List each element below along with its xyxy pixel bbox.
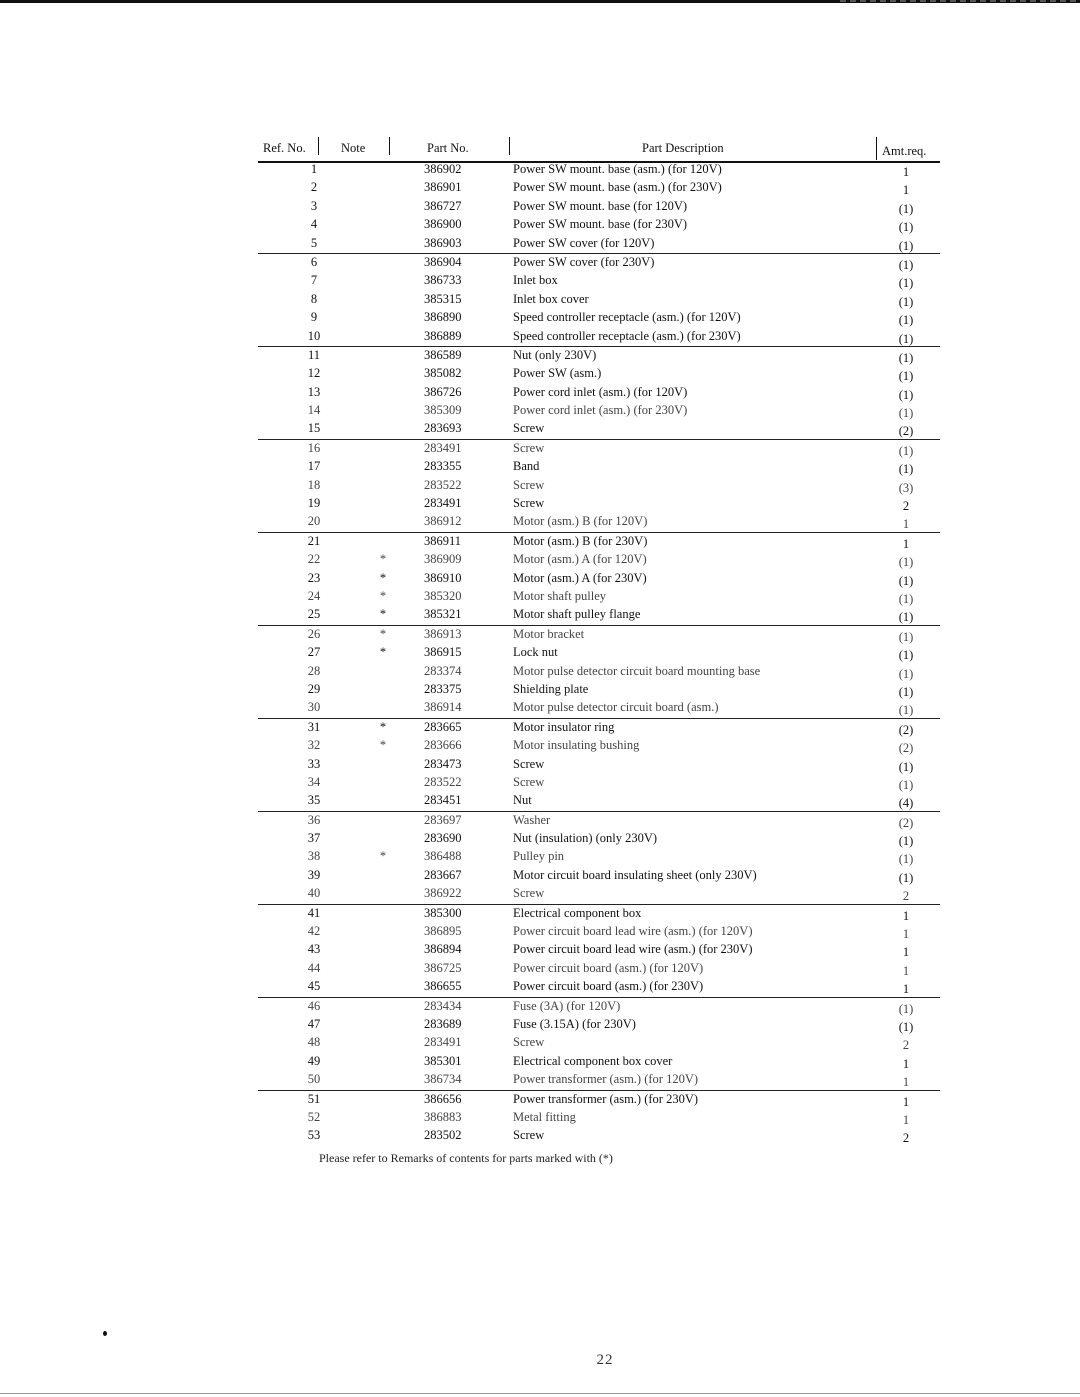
ref-no-cell: 50 bbox=[307, 1072, 321, 1087]
amt-req-cell: 2 bbox=[902, 499, 910, 514]
part-no-cell: 386890 bbox=[424, 310, 462, 325]
part-no-cell: 386915 bbox=[424, 645, 462, 660]
part-no-cell: 386922 bbox=[424, 886, 462, 901]
amt-req-cell: (1) bbox=[898, 220, 914, 235]
table-row bbox=[258, 216, 940, 234]
amt-req-cell: 1 bbox=[902, 927, 910, 942]
part-description-cell: Power circuit board lead wire (asm.) (for 120V) bbox=[513, 924, 753, 939]
amt-req-cell: (1) bbox=[898, 257, 914, 272]
ref-no-cell: 48 bbox=[307, 1035, 321, 1050]
ref-no-cell: 19 bbox=[307, 496, 321, 511]
table-row bbox=[258, 291, 940, 309]
ref-no-cell: 33 bbox=[307, 756, 321, 771]
ref-no-cell: 37 bbox=[307, 831, 321, 846]
ref-no-cell: 24 bbox=[307, 588, 321, 603]
header-separator bbox=[389, 137, 390, 155]
part-description-cell: Screw bbox=[513, 496, 545, 511]
ref-no-cell: 47 bbox=[307, 1016, 321, 1031]
amt-req-cell: (1) bbox=[898, 573, 914, 588]
table-row bbox=[258, 198, 940, 216]
part-description-cell: Motor (asm.) B (for 230V) bbox=[513, 533, 648, 548]
ref-no-cell: 13 bbox=[307, 384, 321, 399]
part-no-cell: 283502 bbox=[424, 1128, 462, 1143]
part-no-cell: 386909 bbox=[424, 552, 462, 567]
ref-no-cell: 22 bbox=[307, 552, 321, 567]
part-no-cell: 283355 bbox=[424, 459, 462, 474]
part-description-cell: Power circuit board (asm.) (for 120V) bbox=[513, 960, 704, 975]
ref-no-cell: 23 bbox=[307, 570, 321, 585]
ref-no-cell: 42 bbox=[307, 924, 321, 939]
part-no-cell: 385320 bbox=[424, 588, 462, 603]
table-row bbox=[258, 644, 940, 662]
ref-no-cell: 43 bbox=[307, 942, 321, 957]
part-no-cell: 386894 bbox=[424, 942, 462, 957]
table-row bbox=[258, 997, 940, 1016]
part-description-cell: Nut (insulation) (only 230V) bbox=[513, 831, 658, 846]
part-no-cell: 385300 bbox=[424, 905, 462, 920]
table-row bbox=[258, 365, 940, 383]
amt-req-cell: 1 bbox=[902, 517, 910, 532]
table-row bbox=[258, 1090, 940, 1109]
ref-no-cell: 31 bbox=[307, 719, 321, 734]
part-description-cell: Screw bbox=[513, 1035, 545, 1050]
part-no-cell: 385082 bbox=[424, 366, 462, 381]
amt-req-cell: (1) bbox=[898, 331, 914, 346]
part-description-cell: Screw bbox=[513, 477, 545, 492]
part-no-cell: 283451 bbox=[424, 793, 462, 808]
part-description-cell: Power SW mount. base (asm.) (for 120V) bbox=[513, 162, 722, 176]
part-description-cell: Screw bbox=[513, 1128, 545, 1143]
table-row bbox=[258, 495, 940, 513]
note-cell: * bbox=[379, 626, 387, 641]
part-description-cell: Inlet box cover bbox=[513, 291, 589, 306]
table-row bbox=[258, 588, 940, 606]
part-no-cell: 386901 bbox=[424, 180, 462, 195]
table-row bbox=[258, 885, 940, 903]
amt-req-cell: (1) bbox=[898, 777, 914, 792]
part-no-cell: 386911 bbox=[424, 533, 462, 548]
part-description-cell: Screw bbox=[513, 440, 545, 455]
part-description-cell: Shielding plate bbox=[513, 681, 589, 696]
part-description-cell: Power SW mount. base (for 230V) bbox=[513, 217, 688, 232]
table-row bbox=[258, 978, 940, 996]
amt-req-cell: (1) bbox=[898, 387, 914, 402]
part-description-cell: Fuse (3.15A) (for 230V) bbox=[513, 1016, 636, 1031]
part-description-cell: Power transformer (asm.) (for 230V) bbox=[513, 1091, 699, 1106]
note-cell: * bbox=[379, 738, 387, 753]
part-no-cell: 283491 bbox=[424, 1035, 462, 1050]
table-row bbox=[258, 606, 940, 624]
ref-no-cell: 10 bbox=[307, 328, 321, 343]
table-row bbox=[258, 960, 940, 978]
part-no-cell: 385315 bbox=[424, 291, 462, 306]
part-no-cell: 386488 bbox=[424, 849, 462, 864]
ref-no-cell: 29 bbox=[307, 681, 321, 696]
note-cell: * bbox=[379, 552, 387, 567]
ref-no-cell: 28 bbox=[307, 663, 321, 678]
amt-req-cell: 1 bbox=[902, 165, 910, 179]
part-no-cell: 386589 bbox=[424, 347, 462, 362]
part-description-cell: Fuse (3A) (for 120V) bbox=[513, 998, 621, 1013]
ref-no-cell: 18 bbox=[307, 477, 321, 492]
table-row bbox=[258, 439, 940, 458]
amt-req-cell: (1) bbox=[898, 350, 914, 365]
ref-no-cell: 36 bbox=[307, 812, 321, 827]
ref-no-cell: 20 bbox=[307, 514, 321, 529]
table-row bbox=[258, 1016, 940, 1034]
part-no-cell: 386733 bbox=[424, 273, 462, 288]
ref-no-cell: 32 bbox=[307, 738, 321, 753]
note-cell: * bbox=[379, 607, 387, 622]
part-description-cell: Motor bracket bbox=[513, 626, 585, 641]
part-no-cell: 283693 bbox=[424, 421, 462, 436]
table-row bbox=[258, 253, 940, 272]
amt-req-cell: (1) bbox=[898, 462, 914, 477]
part-no-cell: 386914 bbox=[424, 700, 462, 715]
amt-req-cell: (1) bbox=[898, 313, 914, 328]
part-description-cell: Electrical component box bbox=[513, 905, 642, 920]
ref-no-cell: 53 bbox=[307, 1128, 321, 1143]
header-part-no: Part No. bbox=[427, 141, 469, 155]
amt-req-cell: (2) bbox=[898, 424, 914, 439]
amt-req-cell: (1) bbox=[898, 834, 914, 849]
part-no-cell: 385309 bbox=[424, 403, 462, 418]
part-description-cell: Power circuit board (asm.) (for 230V) bbox=[513, 979, 704, 994]
table-row bbox=[258, 570, 940, 588]
amt-req-cell: 1 bbox=[902, 945, 910, 960]
table-row bbox=[258, 272, 940, 290]
amt-req-cell: 1 bbox=[902, 183, 910, 198]
part-description-cell: Lock nut bbox=[513, 645, 558, 660]
part-no-cell: 386725 bbox=[424, 960, 462, 975]
amt-req-cell: (1) bbox=[898, 629, 914, 644]
table-row bbox=[258, 1034, 940, 1052]
part-no-cell: 283375 bbox=[424, 681, 462, 696]
ref-no-cell: 2 bbox=[310, 180, 318, 195]
amt-req-cell: (1) bbox=[898, 870, 914, 885]
amt-req-cell: 2 bbox=[902, 889, 910, 904]
ref-no-cell: 11 bbox=[307, 347, 321, 362]
part-no-cell: 386910 bbox=[424, 570, 462, 585]
ref-no-cell: 49 bbox=[307, 1053, 321, 1068]
part-no-cell: 283665 bbox=[424, 719, 462, 734]
part-description-cell: Motor pulse detector circuit board (asm.) bbox=[513, 700, 719, 715]
part-description-cell: Washer bbox=[513, 812, 551, 827]
amt-req-cell: 1 bbox=[902, 908, 910, 923]
table-row bbox=[258, 384, 940, 402]
part-no-cell: 283434 bbox=[424, 998, 462, 1013]
ref-no-cell: 21 bbox=[307, 533, 321, 548]
table-row bbox=[258, 792, 940, 810]
amt-req-cell: (1) bbox=[898, 610, 914, 625]
ref-no-cell: 15 bbox=[307, 421, 321, 436]
part-no-cell: 386902 bbox=[424, 162, 462, 176]
ref-no-cell: 39 bbox=[307, 867, 321, 882]
part-description-cell: Motor insulator ring bbox=[513, 719, 615, 734]
ref-no-cell: 17 bbox=[307, 459, 321, 474]
ref-no-cell: 45 bbox=[307, 979, 321, 994]
part-no-cell: 283667 bbox=[424, 867, 462, 882]
amt-req-cell: 1 bbox=[902, 1112, 910, 1127]
ref-no-cell: 25 bbox=[307, 607, 321, 622]
part-no-cell: 386900 bbox=[424, 217, 462, 232]
part-no-cell: 283522 bbox=[424, 477, 462, 492]
ref-no-cell: 44 bbox=[307, 960, 321, 975]
amt-req-cell: (2) bbox=[898, 815, 914, 830]
amt-req-cell: 1 bbox=[902, 963, 910, 978]
part-no-cell: 386903 bbox=[424, 235, 462, 250]
part-no-cell: 386889 bbox=[424, 328, 462, 343]
ref-no-cell: 16 bbox=[307, 440, 321, 455]
amt-req-cell: 1 bbox=[902, 536, 910, 551]
part-description-cell: Power SW mount. base (for 120V) bbox=[513, 198, 688, 213]
page-number: 22 bbox=[596, 1352, 614, 1368]
part-description-cell: Power SW (asm.) bbox=[513, 366, 602, 381]
header-note: Note bbox=[341, 141, 366, 155]
part-no-cell: 386895 bbox=[424, 924, 462, 939]
note-cell: * bbox=[379, 570, 387, 585]
part-description-cell: Motor pulse detector circuit board mounting base bbox=[513, 663, 761, 678]
table-row bbox=[258, 663, 940, 681]
part-description-cell: Pulley pin bbox=[513, 849, 565, 864]
ref-no-cell: 7 bbox=[310, 273, 318, 288]
parts-table bbox=[258, 161, 940, 1146]
table-row bbox=[258, 718, 940, 737]
ref-no-cell: 35 bbox=[307, 793, 321, 808]
header-separator bbox=[509, 137, 510, 155]
part-description-cell: Speed controller receptacle (asm.) (for 120V) bbox=[513, 310, 741, 325]
part-description-cell: Nut bbox=[513, 793, 532, 808]
ref-no-cell: 6 bbox=[310, 254, 318, 269]
part-description-cell: Motor (asm.) A (for 230V) bbox=[513, 570, 647, 585]
ref-no-cell: 1 bbox=[310, 162, 318, 176]
ref-no-cell: 4 bbox=[310, 217, 318, 232]
ref-no-cell: 51 bbox=[307, 1091, 321, 1106]
amt-req-cell: (2) bbox=[898, 722, 914, 737]
table-row bbox=[258, 867, 940, 885]
ref-no-cell: 41 bbox=[307, 905, 321, 920]
part-description-cell: Motor insulating bushing bbox=[513, 738, 640, 753]
part-description-cell: Nut (only 230V) bbox=[513, 347, 597, 362]
table-row bbox=[258, 1071, 940, 1089]
table-row bbox=[258, 161, 940, 179]
amt-req-cell: (1) bbox=[898, 1001, 914, 1016]
amt-req-cell: (1) bbox=[898, 1019, 914, 1034]
note-cell: * bbox=[379, 719, 387, 734]
part-no-cell: 283491 bbox=[424, 440, 462, 455]
table-row bbox=[258, 513, 940, 531]
table-row bbox=[258, 420, 940, 438]
amt-req-cell: (1) bbox=[898, 648, 914, 663]
part-no-cell: 283666 bbox=[424, 738, 462, 753]
part-no-cell: 283491 bbox=[424, 496, 462, 511]
table-row bbox=[258, 625, 940, 644]
table-row bbox=[258, 737, 940, 755]
part-no-cell: 386726 bbox=[424, 384, 462, 399]
amt-req-cell: 1 bbox=[902, 1075, 910, 1090]
ref-no-cell: 5 bbox=[310, 235, 318, 250]
part-no-cell: 283374 bbox=[424, 663, 462, 678]
amt-req-cell: (3) bbox=[898, 480, 914, 495]
amt-req-cell: (1) bbox=[898, 666, 914, 681]
ref-no-cell: 40 bbox=[307, 886, 321, 901]
table-row bbox=[258, 848, 940, 866]
header-amt-req: Amt.req. bbox=[882, 144, 927, 158]
part-no-cell: 385321 bbox=[424, 607, 462, 622]
table-row bbox=[258, 830, 940, 848]
part-description-cell: Power cord inlet (asm.) (for 120V) bbox=[513, 384, 688, 399]
ref-no-cell: 34 bbox=[307, 774, 321, 789]
ref-no-cell: 12 bbox=[307, 366, 321, 381]
part-description-cell: Band bbox=[513, 459, 540, 474]
amt-req-cell: (4) bbox=[898, 796, 914, 811]
header-ref-no: Ref. No. bbox=[263, 141, 306, 155]
table-row bbox=[258, 309, 940, 327]
part-no-cell: 385301 bbox=[424, 1053, 462, 1068]
part-no-cell: 386734 bbox=[424, 1072, 462, 1087]
part-no-cell: 386912 bbox=[424, 514, 462, 529]
part-description-cell: Screw bbox=[513, 774, 545, 789]
amt-req-cell: 2 bbox=[902, 1038, 910, 1053]
amt-req-cell: (1) bbox=[898, 759, 914, 774]
ref-no-cell: 14 bbox=[307, 403, 321, 418]
part-no-cell: 283697 bbox=[424, 812, 462, 827]
amt-req-cell: (1) bbox=[898, 684, 914, 699]
part-no-cell: 386904 bbox=[424, 254, 462, 269]
amt-req-cell: (1) bbox=[898, 294, 914, 309]
amt-req-cell: 1 bbox=[902, 982, 910, 997]
note-cell: * bbox=[379, 588, 387, 603]
part-description-cell: Electrical component box cover bbox=[513, 1053, 673, 1068]
ref-no-cell: 26 bbox=[307, 626, 321, 641]
ref-no-cell: 30 bbox=[307, 700, 321, 715]
top-border-texture bbox=[840, 0, 1080, 2]
amt-req-cell: (1) bbox=[898, 703, 914, 718]
part-description-cell: Inlet box bbox=[513, 273, 558, 288]
amt-req-cell: (1) bbox=[898, 443, 914, 458]
amt-req-cell: (2) bbox=[898, 741, 914, 756]
part-no-cell: 283473 bbox=[424, 756, 462, 771]
amt-req-cell: (1) bbox=[898, 852, 914, 867]
part-description-cell: Power cord inlet (asm.) (for 230V) bbox=[513, 403, 688, 418]
table-row bbox=[258, 923, 940, 941]
amt-req-cell: (1) bbox=[898, 276, 914, 291]
amt-req-cell: (1) bbox=[898, 406, 914, 421]
ref-no-cell: 3 bbox=[310, 198, 318, 213]
note-cell: * bbox=[379, 645, 387, 660]
part-description-cell: Motor (asm.) B (for 120V) bbox=[513, 514, 648, 529]
part-description-cell: Power transformer (asm.) (for 120V) bbox=[513, 1072, 699, 1087]
table-row bbox=[258, 681, 940, 699]
header-separator bbox=[318, 137, 319, 155]
part-no-cell: 386913 bbox=[424, 626, 462, 641]
bottom-border-rule bbox=[0, 1393, 1080, 1394]
part-no-cell: 283689 bbox=[424, 1016, 462, 1031]
part-description-cell: Power SW cover (for 230V) bbox=[513, 254, 655, 269]
table-row bbox=[258, 1127, 940, 1145]
part-no-cell: 386883 bbox=[424, 1109, 462, 1124]
part-description-cell: Motor shaft pulley bbox=[513, 588, 607, 603]
amt-req-cell: (1) bbox=[898, 238, 914, 253]
table-row bbox=[258, 532, 940, 551]
table-row bbox=[258, 346, 940, 365]
ref-no-cell: 9 bbox=[310, 310, 318, 325]
table-row bbox=[258, 235, 940, 253]
table-row bbox=[258, 179, 940, 197]
table-row bbox=[258, 904, 940, 923]
stray-mark bbox=[103, 1331, 107, 1336]
part-description-cell: Screw bbox=[513, 886, 545, 901]
ref-no-cell: 38 bbox=[307, 849, 321, 864]
table-row bbox=[258, 328, 940, 346]
part-description-cell: Power SW mount. base (asm.) (for 230V) bbox=[513, 180, 722, 195]
part-no-cell: 283522 bbox=[424, 774, 462, 789]
ref-no-cell: 46 bbox=[307, 998, 321, 1013]
amt-req-cell: 1 bbox=[902, 1056, 910, 1071]
table-row bbox=[258, 458, 940, 476]
note-cell: * bbox=[379, 849, 387, 864]
table-row bbox=[258, 811, 940, 830]
table-row bbox=[258, 699, 940, 717]
table-row bbox=[258, 1053, 940, 1071]
table-row bbox=[258, 551, 940, 569]
part-no-cell: 386656 bbox=[424, 1091, 462, 1106]
header-separator bbox=[876, 137, 877, 160]
table-row bbox=[258, 774, 940, 792]
ref-no-cell: 27 bbox=[307, 645, 321, 660]
part-no-cell: 283690 bbox=[424, 831, 462, 846]
amt-req-cell: (1) bbox=[898, 369, 914, 384]
amt-req-cell: 2 bbox=[902, 1131, 910, 1146]
ref-no-cell: 8 bbox=[310, 291, 318, 306]
table-row bbox=[258, 1109, 940, 1127]
part-description-cell: Speed controller receptacle (asm.) (for 230V) bbox=[513, 328, 741, 343]
table-row bbox=[258, 402, 940, 420]
part-no-cell: 386655 bbox=[424, 979, 462, 994]
table-row bbox=[258, 756, 940, 774]
amt-req-cell: (1) bbox=[898, 201, 914, 216]
part-description-cell: Motor circuit board insulating sheet (only 230V) bbox=[513, 867, 757, 882]
amt-req-cell: (1) bbox=[898, 591, 914, 606]
amt-req-cell: 1 bbox=[902, 1094, 910, 1109]
table-row bbox=[258, 477, 940, 495]
footnote: Please refer to Remarks of contents for parts marked with (*) bbox=[319, 1151, 613, 1165]
table-row bbox=[258, 941, 940, 959]
part-no-cell: 386727 bbox=[424, 198, 462, 213]
part-description-cell: Screw bbox=[513, 756, 545, 771]
part-description-cell: Metal fitting bbox=[513, 1109, 576, 1124]
part-description-cell: Motor shaft pulley flange bbox=[513, 607, 641, 622]
part-description-cell: Screw bbox=[513, 421, 545, 436]
ref-no-cell: 52 bbox=[307, 1109, 321, 1124]
amt-req-cell: (1) bbox=[898, 555, 914, 570]
table-header bbox=[258, 137, 940, 163]
part-description-cell: Power circuit board lead wire (asm.) (for 230V) bbox=[513, 942, 753, 957]
header-part-description: Part Description bbox=[642, 141, 724, 155]
part-description-cell: Motor (asm.) A (for 120V) bbox=[513, 552, 647, 567]
part-description-cell: Power SW cover (for 120V) bbox=[513, 235, 655, 250]
